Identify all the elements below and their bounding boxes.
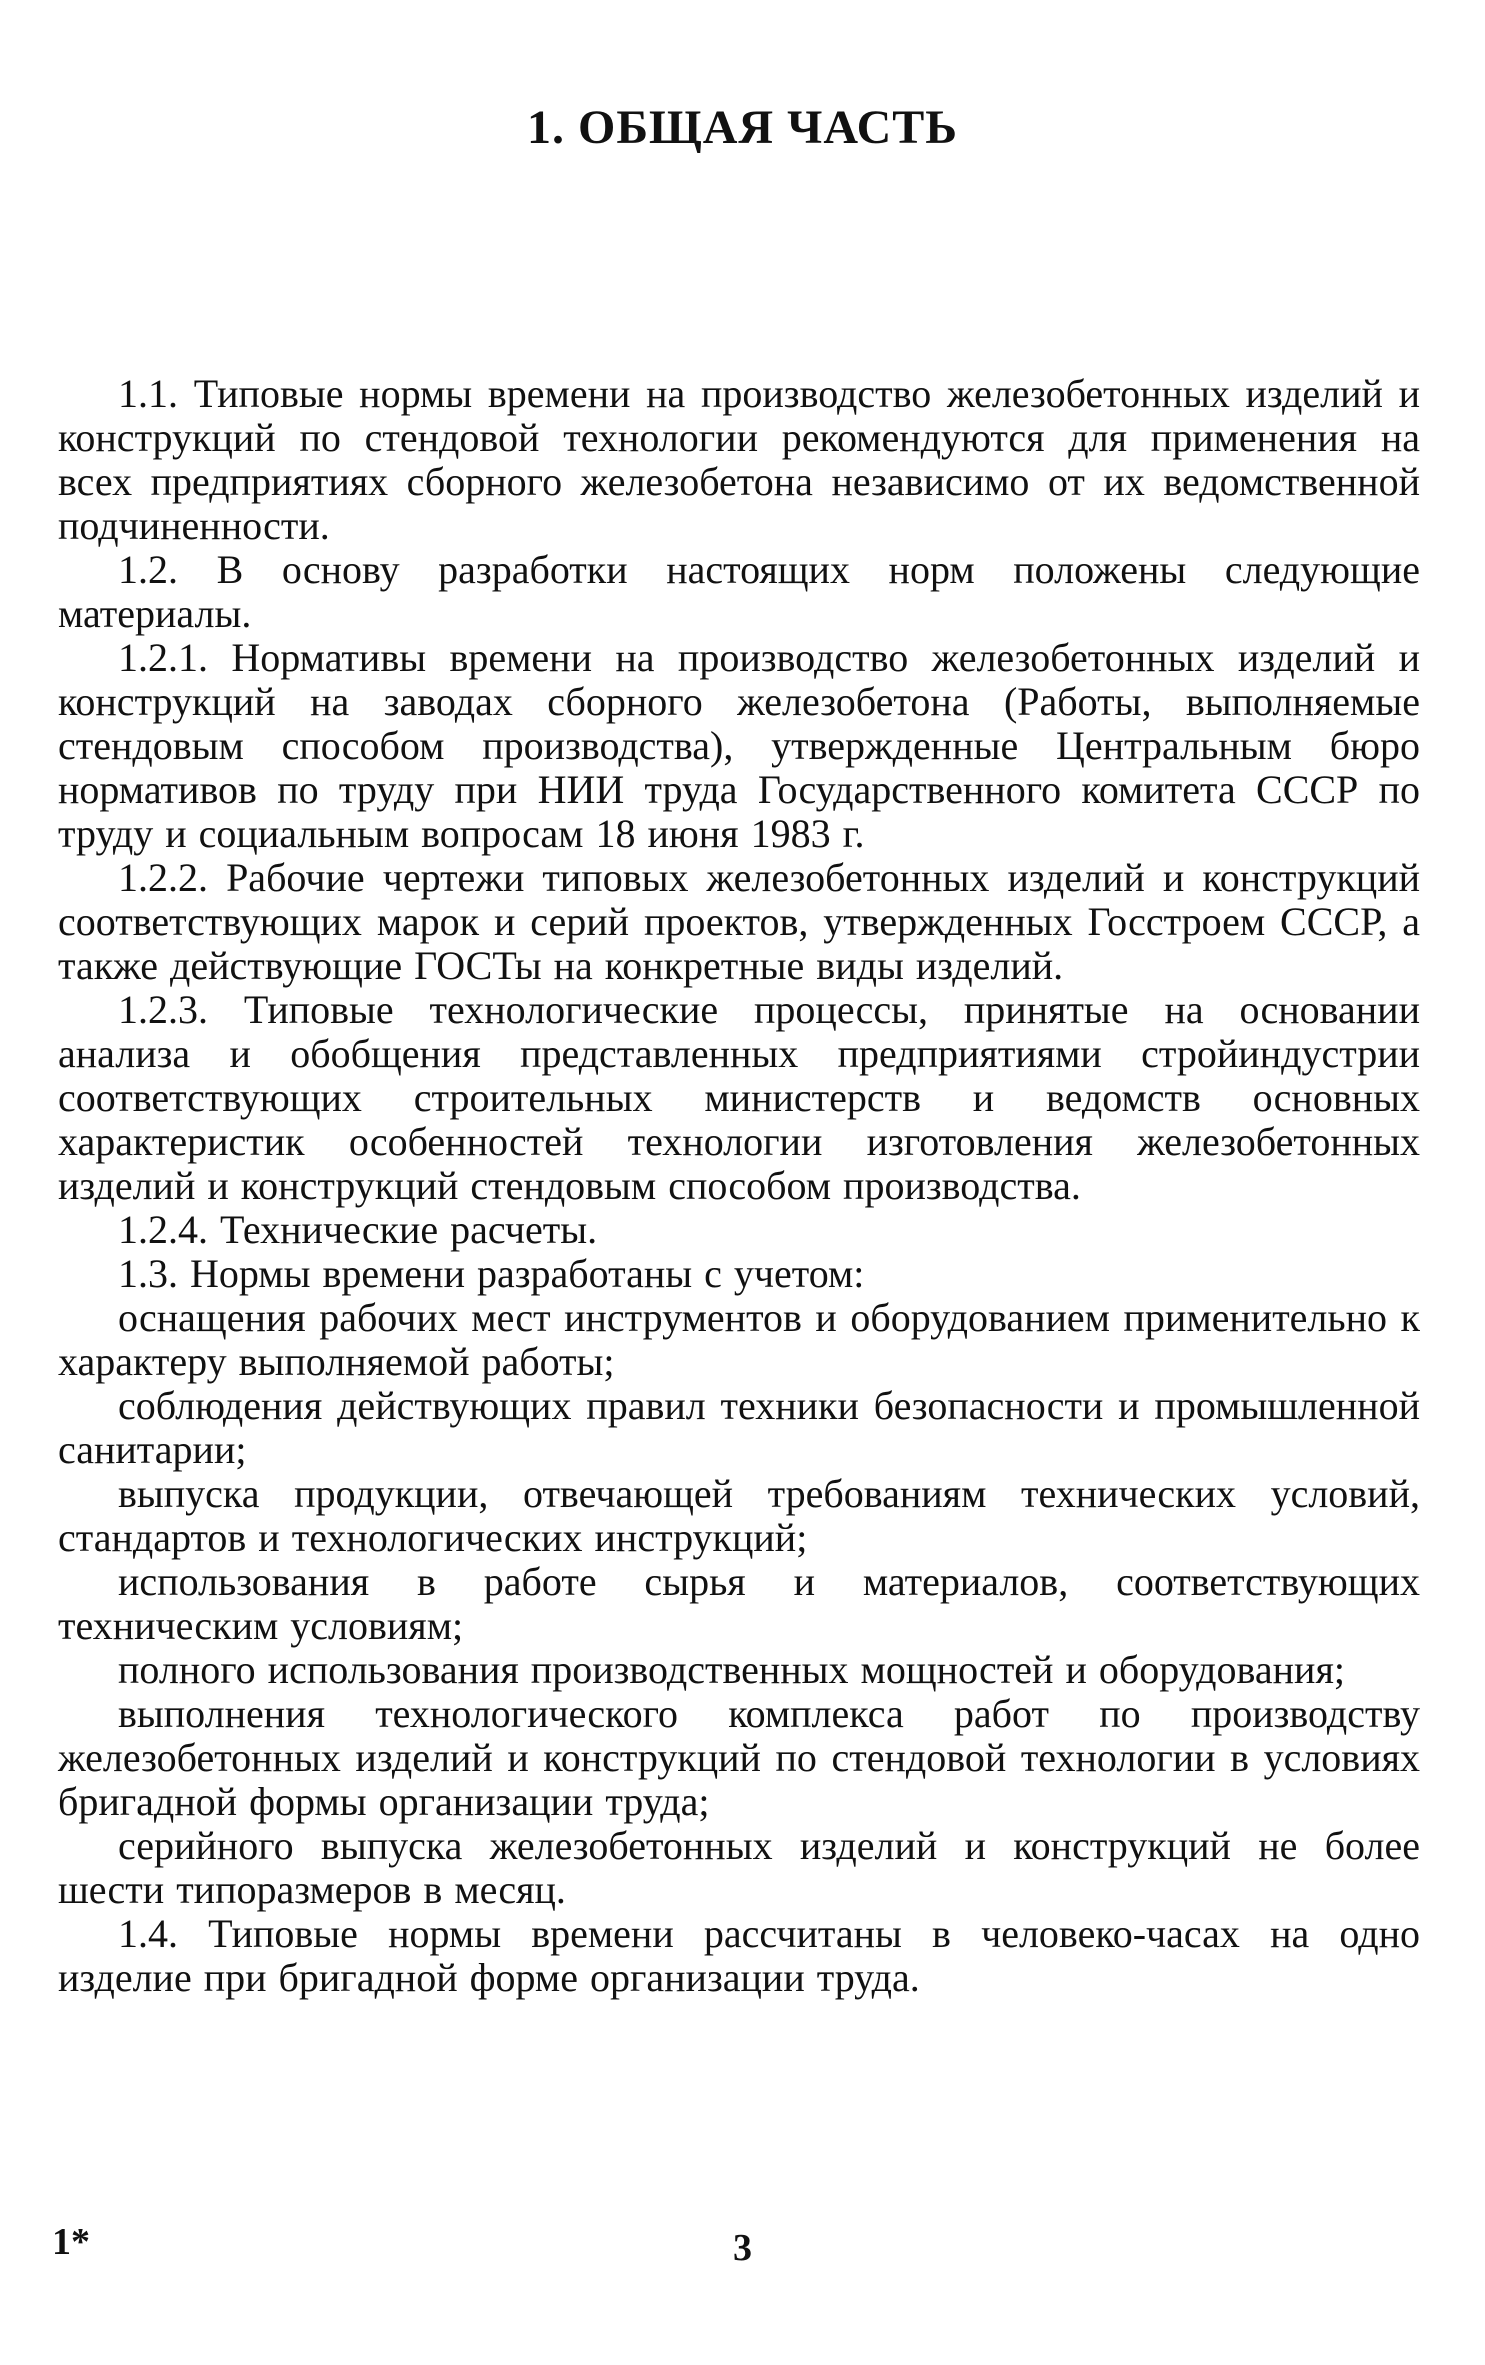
paragraph-1-2-3: 1.2.3. Типовые технологические процессы, принятые на основании анализа и обобщения представленных предприятиями стройиндустрии соответствующих строительных министерств и ведомств основных характеристик особенностей технологии изготовления железобетонных изделий и конструкций стендовым способом производства. (58, 987, 1420, 1208)
body-text (58, 372, 1420, 2000)
list-item-equipment: оснащения рабочих мест инструментов и оборудованием применительно к характеру выполняемой работы; (58, 1295, 1420, 1384)
section-title: 1. ОБЩАЯ ЧАСТЬ (526, 101, 959, 154)
paragraph-1-2-4: 1.2.4. Технические расчеты. (118, 1207, 598, 1252)
list-item-capacity: полного использования производственных мощностей и оборудования; (118, 1647, 1345, 1692)
paragraph-1-4: 1.4. Типовые нормы времени рассчитаны в человеко-часах на одно изделие при бригадной форме организации труда. (58, 1911, 1420, 2000)
list-item-materials: использования в работе сырья и материалов, соответствующих техническим условиям; (58, 1559, 1420, 1648)
list-item-technology-complex: выполнения технологического комплекса работ по производству железобетонных изделий и конструкций по стендовой технологии в условиях бригадной формы организации труда; (58, 1691, 1420, 1824)
paragraph-1-2: 1.2. В основу разработки настоящих норм положены следующие материалы. (58, 547, 1420, 636)
page-number: 3 (733, 2227, 752, 2269)
list-item-safety: соблюдения действующих правил техники безопасности и промышленной санитарии; (58, 1383, 1420, 1472)
paragraph-1-2-1: 1.2.1. Нормативы времени на производство железобетонных изделий и конструкций на заводах сборного железобетона (Работы, выполняемые стендовым способом производства), утвержденные Центральным бюро нормативов по труду при НИИ труда Государственного комитета СССР по труду и социальным вопросам 18 июня 1983 г. (58, 635, 1420, 856)
paragraph-1-2-2: 1.2.2. Рабочие чертежи типовых железобетонных изделий и конструкций соответствующих марок и серий проектов, утвержденных Госстроем СССР, а также действующие ГОСТы на конкретные виды изделий. (58, 855, 1420, 988)
signature-mark: 1* (52, 2221, 90, 2263)
paragraph-1-3: 1.3. Нормы времени разработаны с учетом: (118, 1251, 865, 1296)
paragraph-1-1: 1.1. Типовые нормы времени на производство железобетонных изделий и конструкций по стендовой технологии рекомендуются для применения на всех предприятиях сборного железобетона независимо от их ведомственной подчиненности. (58, 371, 1420, 548)
list-item-product-output: выпуска продукции, отвечающей требованиям технических условий, стандартов и технологических инструкций; (58, 1471, 1420, 1560)
list-item-serial-output: серийного выпуска железобетонных изделий и конструкций не более шести типоразмеров в месяц. (58, 1823, 1420, 1912)
